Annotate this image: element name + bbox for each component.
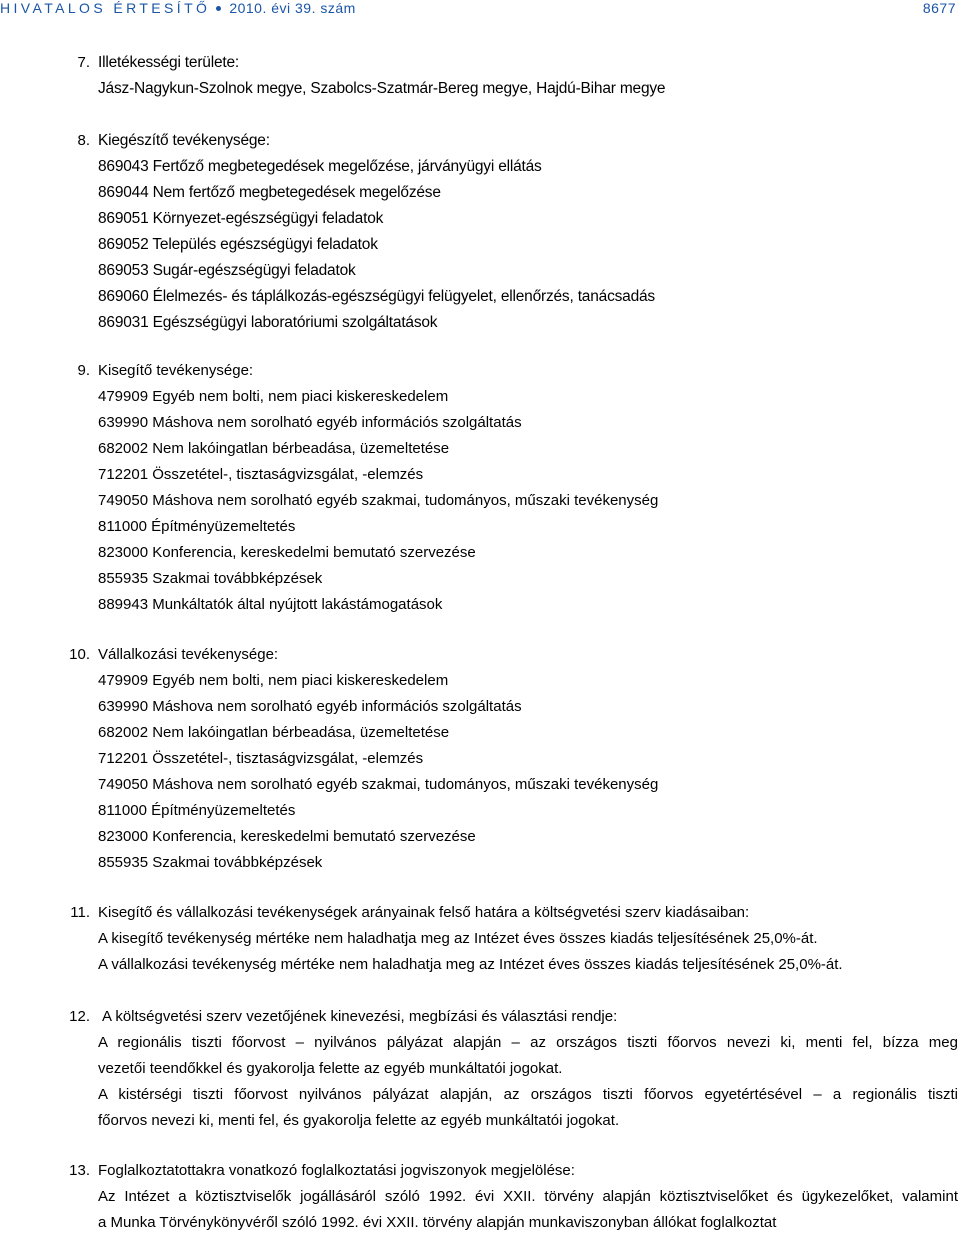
paragraph-line: a Munka Törvénykönyvéről szóló 1992. évi XXII. törvény alapján munkaviszonyban állókat foglalkoztat <box>98 1214 777 1231</box>
paragraph-line: Az Intézet a köztisztviselők jogállásáról szóló 1992. évi XXII. törvény alapján köztisztviselőket és ügykezelőket, valamint <box>98 1188 958 1205</box>
list-item: 682002 Nem lakóingatlan bérbeadása, üzemeltetése <box>98 724 450 741</box>
bullet-separator <box>216 6 221 11</box>
section-heading: Foglalkoztatottakra vonatkozó foglalkoztatási jogviszonyok megjelölése: <box>98 1162 575 1179</box>
list-item: 869051 Környezet-egészségügyi feladatok <box>98 210 384 227</box>
section-number: 11. <box>70 904 90 921</box>
list-item: 749050 Máshova nem sorolható egyéb szakmai, tudományos, műszaki tevékenység <box>98 776 659 793</box>
paragraph-line: főorvos nevezi ki, menti fel, és gyakorolja felette az egyéb munkáltatói jogokat. <box>98 1112 620 1129</box>
section-body <box>98 642 658 876</box>
section-body <box>98 1158 958 1236</box>
section-heading: Vállalkozási tevékenysége: <box>98 646 279 663</box>
list-item: 855935 Szakmai továbbképzések <box>98 570 323 587</box>
list-item: 639990 Máshova nem sorolható egyéb információs szolgáltatás <box>98 414 522 431</box>
paragraph-line: A vállalkozási tevékenység mértéke nem haladhatja meg az Intézet éves összes kiadás teljesítésének 25,0%-át. <box>98 956 843 973</box>
section-number: 9. <box>77 362 90 379</box>
list-item: 712201 Összetétel-, tisztaságvizsgálat, -elemzés <box>98 466 424 483</box>
list-item: 682002 Nem lakóingatlan bérbeadása, üzemeltetése <box>98 440 450 457</box>
list-item: 811000 Építményüzemeltetés <box>98 802 296 819</box>
publication-title: HIVATALOS ÉRTESÍTŐ <box>0 0 211 16</box>
section-heading: Kisegítő és vállalkozási tevékenységek arányainak felső határa a költségvetési szerv kiadásaiban: <box>98 904 750 921</box>
section-body <box>98 50 665 102</box>
section-body <box>98 358 658 618</box>
section-heading: A költségvetési szerv vezetőjének kinevezési, megbízási és választási rendje: <box>102 1008 618 1025</box>
section-body <box>98 900 843 978</box>
list-item: 712201 Összetétel-, tisztaságvizsgálat, -elemzés <box>98 750 424 767</box>
list-item: 855935 Szakmai továbbképzések <box>98 854 323 871</box>
list-item: 823000 Konferencia, kereskedelmi bemutató szervezése <box>98 544 476 561</box>
section-heading: Kiegészítő tevékenysége: <box>98 132 270 149</box>
list-item: 749050 Máshova nem sorolható egyéb szakmai, tudományos, műszaki tevékenység <box>98 492 659 509</box>
publication-info <box>0 0 356 16</box>
list-item: 869044 Nem fertőző megbetegedések megelőzése <box>98 184 441 201</box>
section-number: 10. <box>69 646 90 663</box>
list-item: 869052 Település egészségügyi feladatok <box>98 236 378 253</box>
list-item: 823000 Konferencia, kereskedelmi bemutató szervezése <box>98 828 476 845</box>
list-item: 479909 Egyéb nem bolti, nem piaci kiskereskedelem <box>98 672 449 689</box>
section-number: 12. <box>69 1008 90 1025</box>
paragraph-line: A kisegítő tevékenység mértéke nem haladhatja meg az Intézet éves összes kiadás teljesítésének 25,0%-át. <box>98 930 818 947</box>
page-number: 8677 <box>922 0 956 16</box>
section-heading: Illetékességi területe: <box>98 54 240 71</box>
list-item: 869060 Élelmezés- és táplálkozás-egészségügyi felügyelet, ellenőrzés, tanácsadás <box>98 288 655 305</box>
running-header <box>0 0 960 20</box>
list-item: 869043 Fertőző megbetegedések megelőzése, járványügyi ellátás <box>98 158 542 175</box>
section-number: 7. <box>77 54 90 71</box>
section-number: 13. <box>69 1162 90 1179</box>
section-heading: Kisegítő tevékenysége: <box>98 362 254 379</box>
list-item: Jász-Nagykun-Szolnok megye, Szabolcs-Szatmár-Bereg megye, Hajdú-Bihar megye <box>98 80 666 97</box>
list-item: 869031 Egészségügyi laboratóriumi szolgáltatások <box>98 314 438 331</box>
paragraph-line: vezetői teendőkkel és gyakorolja felette az egyéb munkáltatói jogokat. <box>98 1060 563 1077</box>
section-body <box>98 1004 958 1134</box>
list-item: 639990 Máshova nem sorolható egyéb információs szolgáltatás <box>98 698 522 715</box>
list-item: 889943 Munkáltatók által nyújtott lakástámogatások <box>98 596 443 613</box>
list-item: 811000 Építményüzemeltetés <box>98 518 296 535</box>
paragraph-line: A regionális tiszti főorvost – nyilvános pályázat alapján – az országos tiszti főorvos nevezi ki, menti fel, bízza meg <box>98 1034 958 1051</box>
issue-number: 2010. évi 39. szám <box>229 0 356 16</box>
list-item: 479909 Egyéb nem bolti, nem piaci kiskereskedelem <box>98 388 449 405</box>
section-number: 8. <box>77 132 90 149</box>
section-body <box>98 128 655 336</box>
paragraph-line: A kistérségi tiszti főorvost nyilvános pályázat alapján, az országos tiszti főorvos egyetértésével – a regionális tiszti <box>98 1086 958 1103</box>
list-item: 869053 Sugár-egészségügyi feladatok <box>98 262 356 279</box>
